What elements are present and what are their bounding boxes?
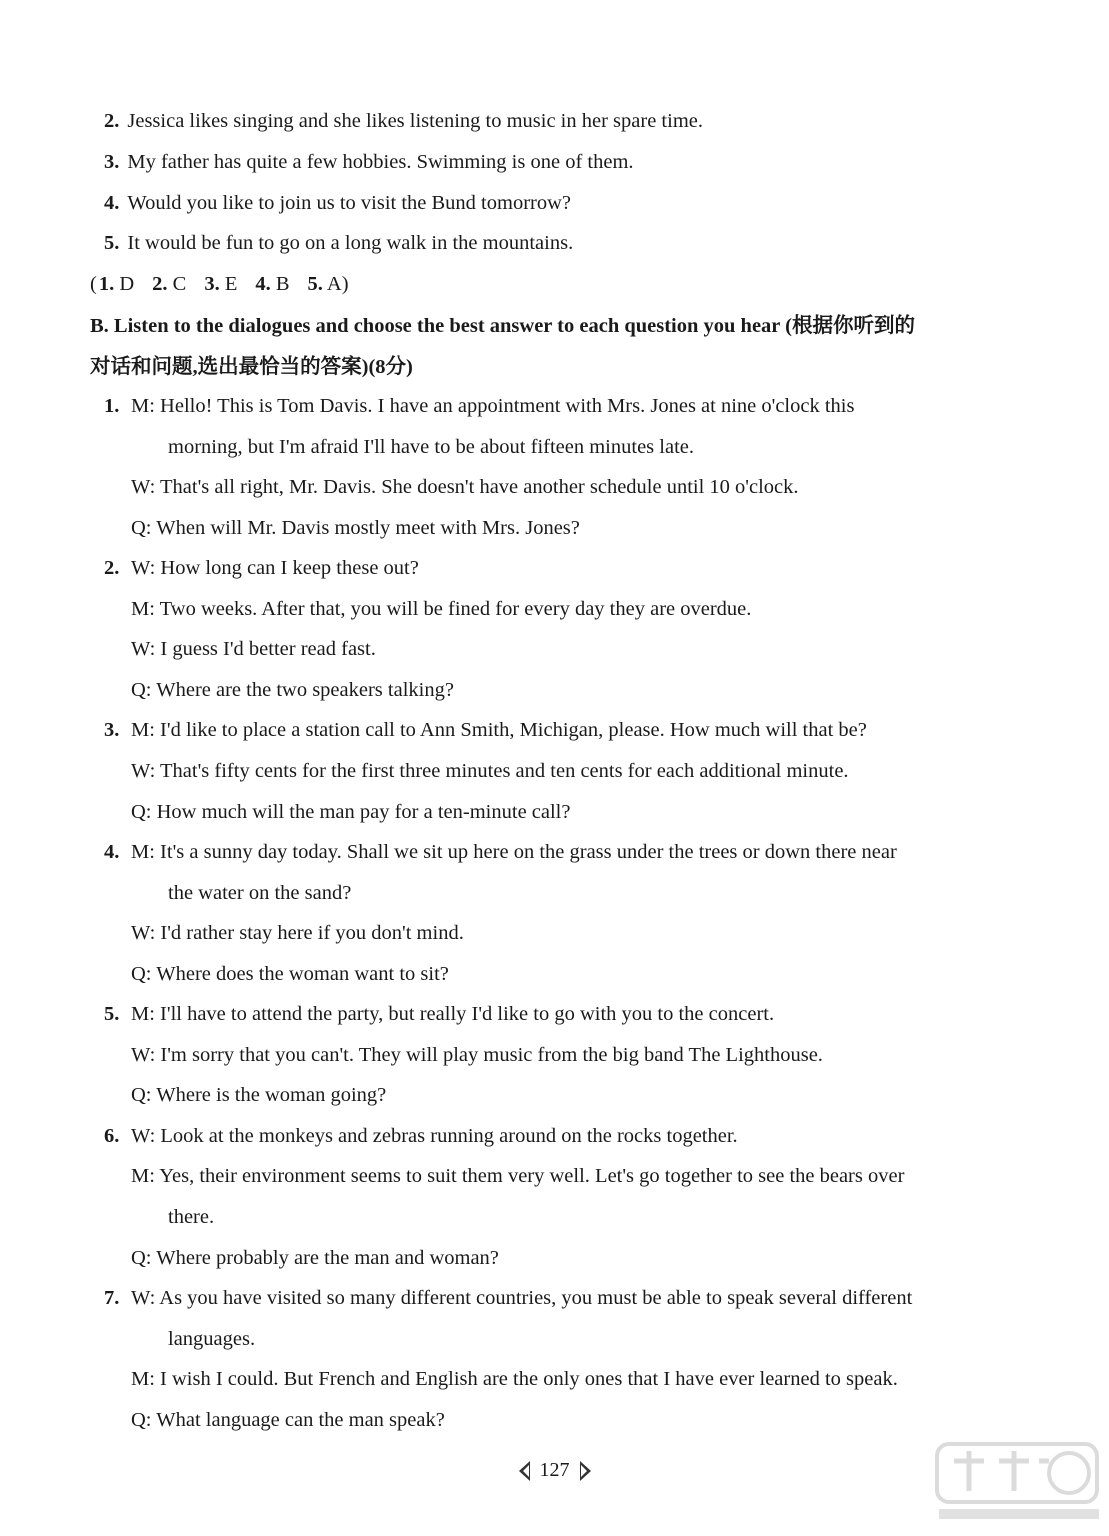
answer-letter: E [219,273,238,295]
item-text: Jessica likes singing and she likes listening to music in her spare time. [127,110,703,132]
dialogue-number: 1. [104,395,120,417]
item-text: Would you like to join us to visit the Bund tomorrow? [127,192,572,214]
answer-letter: C [167,273,187,295]
answer-number: 3. [204,273,220,295]
dialogue-text: M: Hello! This is Tom Davis. I have an appointment with Mrs. Jones at nine o'clock this [131,395,855,417]
dialogue-line [131,757,849,785]
dialogue-start-line [104,1122,738,1150]
dialogue-text: M: Two weeks. After that, you will be fined for every day they are overdue. [131,598,752,620]
dialogue-text: M: Yes, their environment seems to suit them very well. Let's go together to see the bears over [131,1165,905,1187]
answer-number: 1. [98,273,115,295]
dialogue-text: morning, but I'm afraid I'll have to be about fifteen minutes late. [168,436,694,458]
dialogue-text: Q: Where is the woman going? [131,1084,387,1106]
dialogue-text: languages. [168,1328,256,1350]
watermark-logo [919,1436,1109,1536]
answer-letter: A [322,273,342,295]
part-a-line [104,107,703,135]
dialogue-line [131,1081,386,1109]
dialogue-text: M: I wish I could. But French and English are the only ones that I have ever learned to speak. [131,1368,898,1390]
answer-letter: D [114,273,135,295]
dialogue-text: W: As you have visited so many different countries, you must be able to speak several different [131,1287,913,1309]
dialogue-text: W: That's fifty cents for the first three minutes and ten cents for each additional minute. [131,760,849,782]
dialogue-line [131,635,376,663]
dialogue-line [131,919,464,947]
item-number: 4. [104,192,120,214]
dialogue-line [131,1244,499,1272]
page-number: 127 [539,1459,570,1481]
dialogue-text: M: I'll have to attend the party, but really I'd like to go with you to the concert. [131,1003,775,1025]
answer-key-line [90,270,349,298]
dialogue-line [131,676,454,704]
dialogue-text: the water on the sand? [168,882,352,904]
dialogue-text: there. [168,1206,215,1228]
dialogue-text: W: How long can I keep these out? [131,557,419,579]
dialogue-number: 3. [104,719,120,741]
dialogue-number: 6. [104,1125,120,1147]
dialogue-text: W: Look at the monkeys and zebras running around on the rocks together. [131,1125,738,1147]
dialogue-text: Q: Where are the two speakers talking? [131,679,454,701]
answer-letter: B [270,273,290,295]
answer-open-paren: ( [90,273,97,295]
dialogue-line [131,960,449,988]
dialogue-text: W: I guess I'd better read fast. [131,638,376,660]
answer-number: 5. [307,273,323,295]
answer-number: 2. [152,273,168,295]
dialogue-start-line [104,554,419,582]
dialogue-text: W: That's all right, Mr. Davis. She doesn't have another schedule until 10 o'clock. [131,476,799,498]
dialogue-start-line [104,392,855,420]
dialogue-line [131,1406,445,1434]
dialogue-start-line [104,1000,775,1028]
item-number: 5. [104,232,120,254]
dialogue-line [131,595,751,623]
dialogue-number: 7. [104,1287,120,1309]
item-text: My father has quite a few hobbies. Swimming is one of them. [127,151,634,173]
dialogue-text: Q: How much will the man pay for a ten-minute call? [131,801,571,823]
dialogue-text: Q: When will Mr. Davis mostly meet with Mrs. Jones? [131,517,580,539]
dialogue-text: Q: Where does the woman want to sit? [131,963,449,985]
dialogue-number: 4. [104,841,120,863]
dialogue-start-line [104,716,867,744]
dialogue-line [168,433,694,461]
item-text: It would be fun to go on a long walk in the mountains. [127,232,574,254]
dialogue-line [131,1365,898,1393]
dialogue-text: M: It's a sunny day today. Shall we sit up here on the grass under the trees or down there near [131,841,897,863]
dialogue-line [131,514,580,542]
item-number: 3. [104,151,120,173]
part-a-line [104,229,573,257]
part-a-line [104,148,634,176]
dialogue-line [168,879,351,907]
dialogue-text: Q: Where probably are the man and woman? [131,1247,499,1269]
answer-number: 4. [255,273,271,295]
dialogue-start-line [104,1284,913,1312]
dialogue-text: W: I'd rather stay here if you don't mind. [131,922,464,944]
section-b-heading-line2: 对话和问题,选出最恰当的答案)(8分) [90,356,413,378]
section-b-heading-line1: B. Listen to the dialogues and choose the best answer to each question you hear (根据你听到的 [90,315,915,337]
dialogue-line [168,1203,214,1231]
dialogue-line [131,473,799,501]
left-arrow-icon [519,1461,530,1481]
dialogue-line [131,1162,904,1190]
dialogue-number: 5. [104,1003,120,1025]
dialogue-line [131,798,570,826]
item-number: 2. [104,110,120,132]
dialogue-start-line [104,838,897,866]
dialogue-line [131,1041,823,1069]
dialogue-text: M: I'd like to place a station call to Ann Smith, Michigan, please. How much will that be? [131,719,867,741]
dialogue-text: W: I'm sorry that you can't. They will play music from the big band The Lighthouse. [131,1044,823,1066]
dialogue-line [168,1325,255,1353]
right-arrow-icon [580,1461,591,1481]
answer-close-paren: ) [341,273,349,295]
dialogue-number: 2. [104,557,120,579]
dialogue-text: Q: What language can the man speak? [131,1409,445,1431]
part-a-line [104,189,571,217]
